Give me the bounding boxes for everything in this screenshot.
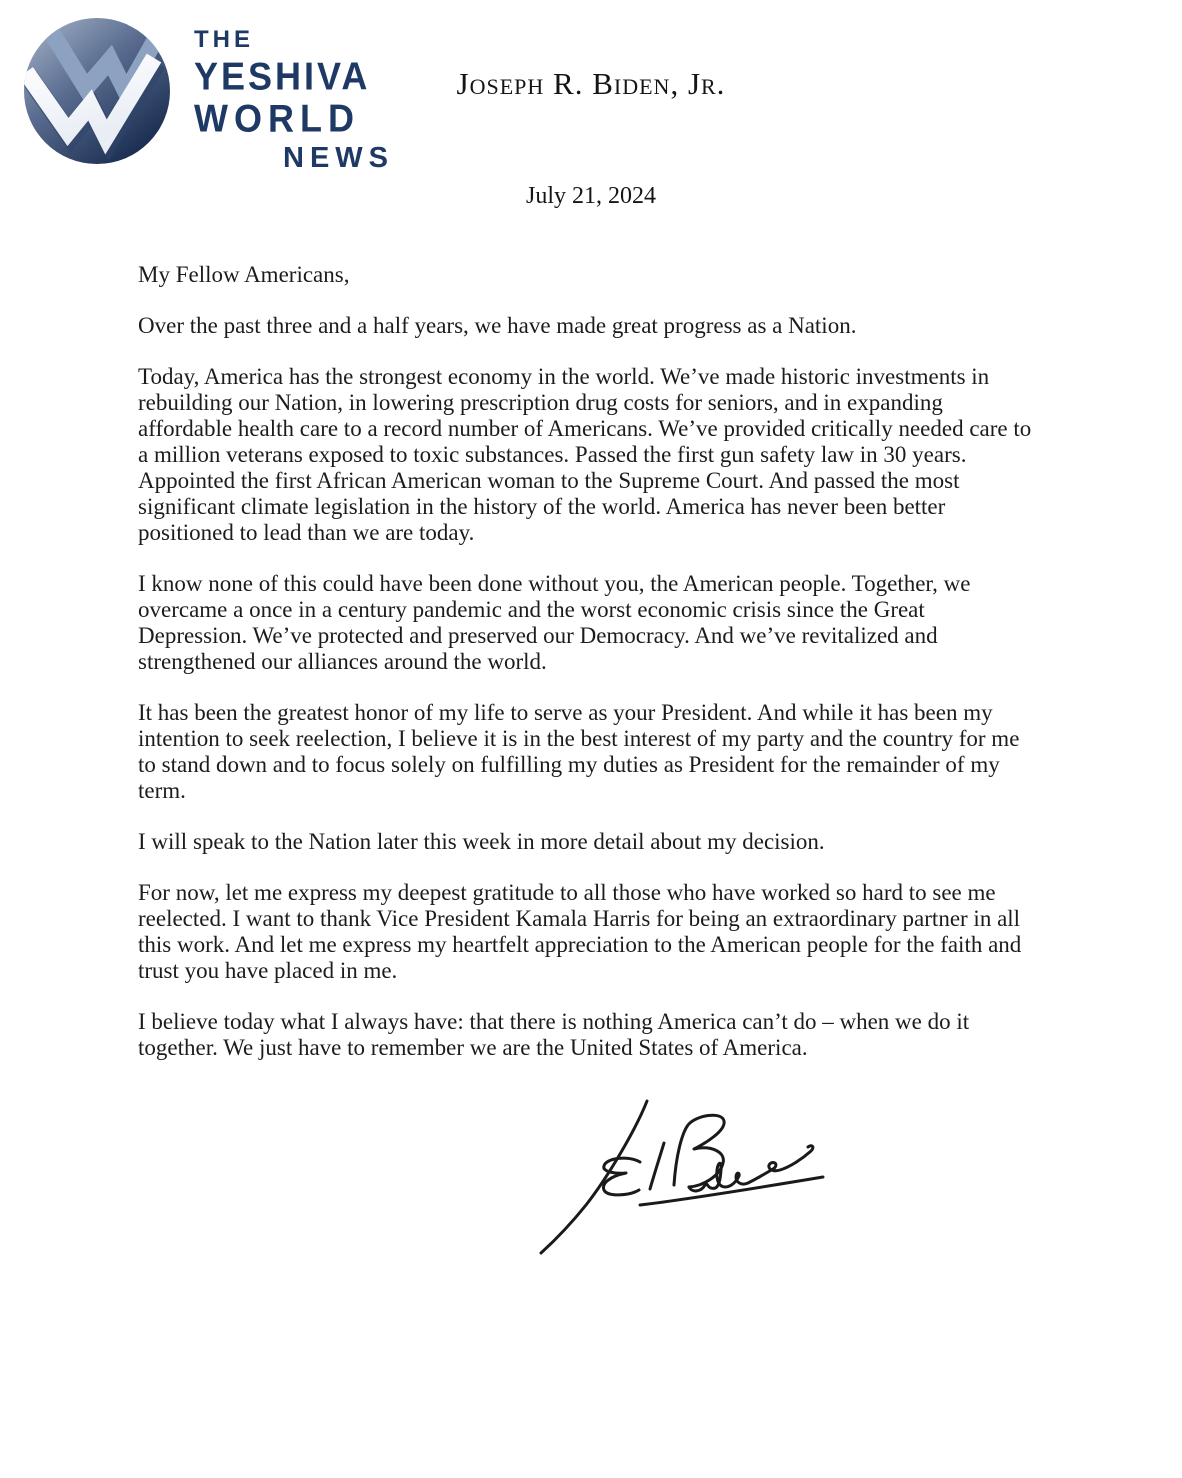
salutation: My Fellow Americans, — [138, 262, 350, 287]
logo-line-world: WORLD — [194, 95, 360, 141]
signature-ink-icon — [490, 1093, 850, 1298]
letter-date: July 21, 2024 — [525, 183, 656, 209]
logo-line-news: NEWS — [283, 142, 394, 174]
letter-body — [138, 262, 1033, 1086]
logo-line-the: THE — [194, 26, 254, 53]
letter-paragraph: I will speak to the Nation later this week in more detail about my decision. — [138, 829, 825, 854]
logo-line-yeshiva: YESHIVA — [194, 53, 371, 99]
letter-paragraph: I believe today what I always have: that there is nothing America can’t do – when we do it together. We just have to remember we are the United States of America. — [138, 1009, 970, 1060]
letter-paragraph: Over the past three and a half years, we have made great progress as a Nation. — [138, 313, 857, 338]
letterhead-sender-name: Joseph R. Biden, Jr. — [456, 66, 726, 101]
letter-paragraph: I know none of this could have been done without you, the American people. Together, we overcame a once in a century pandemic and the worst economic crisis since the Great Depression. We’ve protected and preserved our Democracy. And we’ve revitalized and strengthened our alliances around the world. — [138, 571, 971, 674]
letter-paragraph: It has been the greatest honor of my life to serve as your President. And while it has been my intention to seek reelection, I believe it is in the best interest of my party and the country for me to stand down and to focus solely on fulfilling my duties as President for the remainder of my term. — [138, 700, 1020, 803]
biden-signature — [490, 1093, 850, 1298]
letter-paragraph: For now, let me express my deepest gratitude to all those who have worked so hard to see me reelected. I want to thank Vice President Kamala Harris for being an extraordinary partner in all this work. And let me express my heartfelt appreciation to the American people for the faith and trust you have placed in me. — [138, 880, 1022, 983]
letter-paragraph: Today, America has the strongest economy in the world. We’ve made historic investments in rebuilding our Nation, in lowering prescription drug costs for seniors, and in expanding affordable health care to a record number of Americans. We’ve provided critically needed care to a million veterans exposed to toxic substances. Passed the first gun safety law in 30 years. Appointed the first African American woman to the Supreme Court. And passed the most significant climate legislation in the history of the world. America has never been better positioned to lead than we are today. — [138, 364, 1032, 545]
